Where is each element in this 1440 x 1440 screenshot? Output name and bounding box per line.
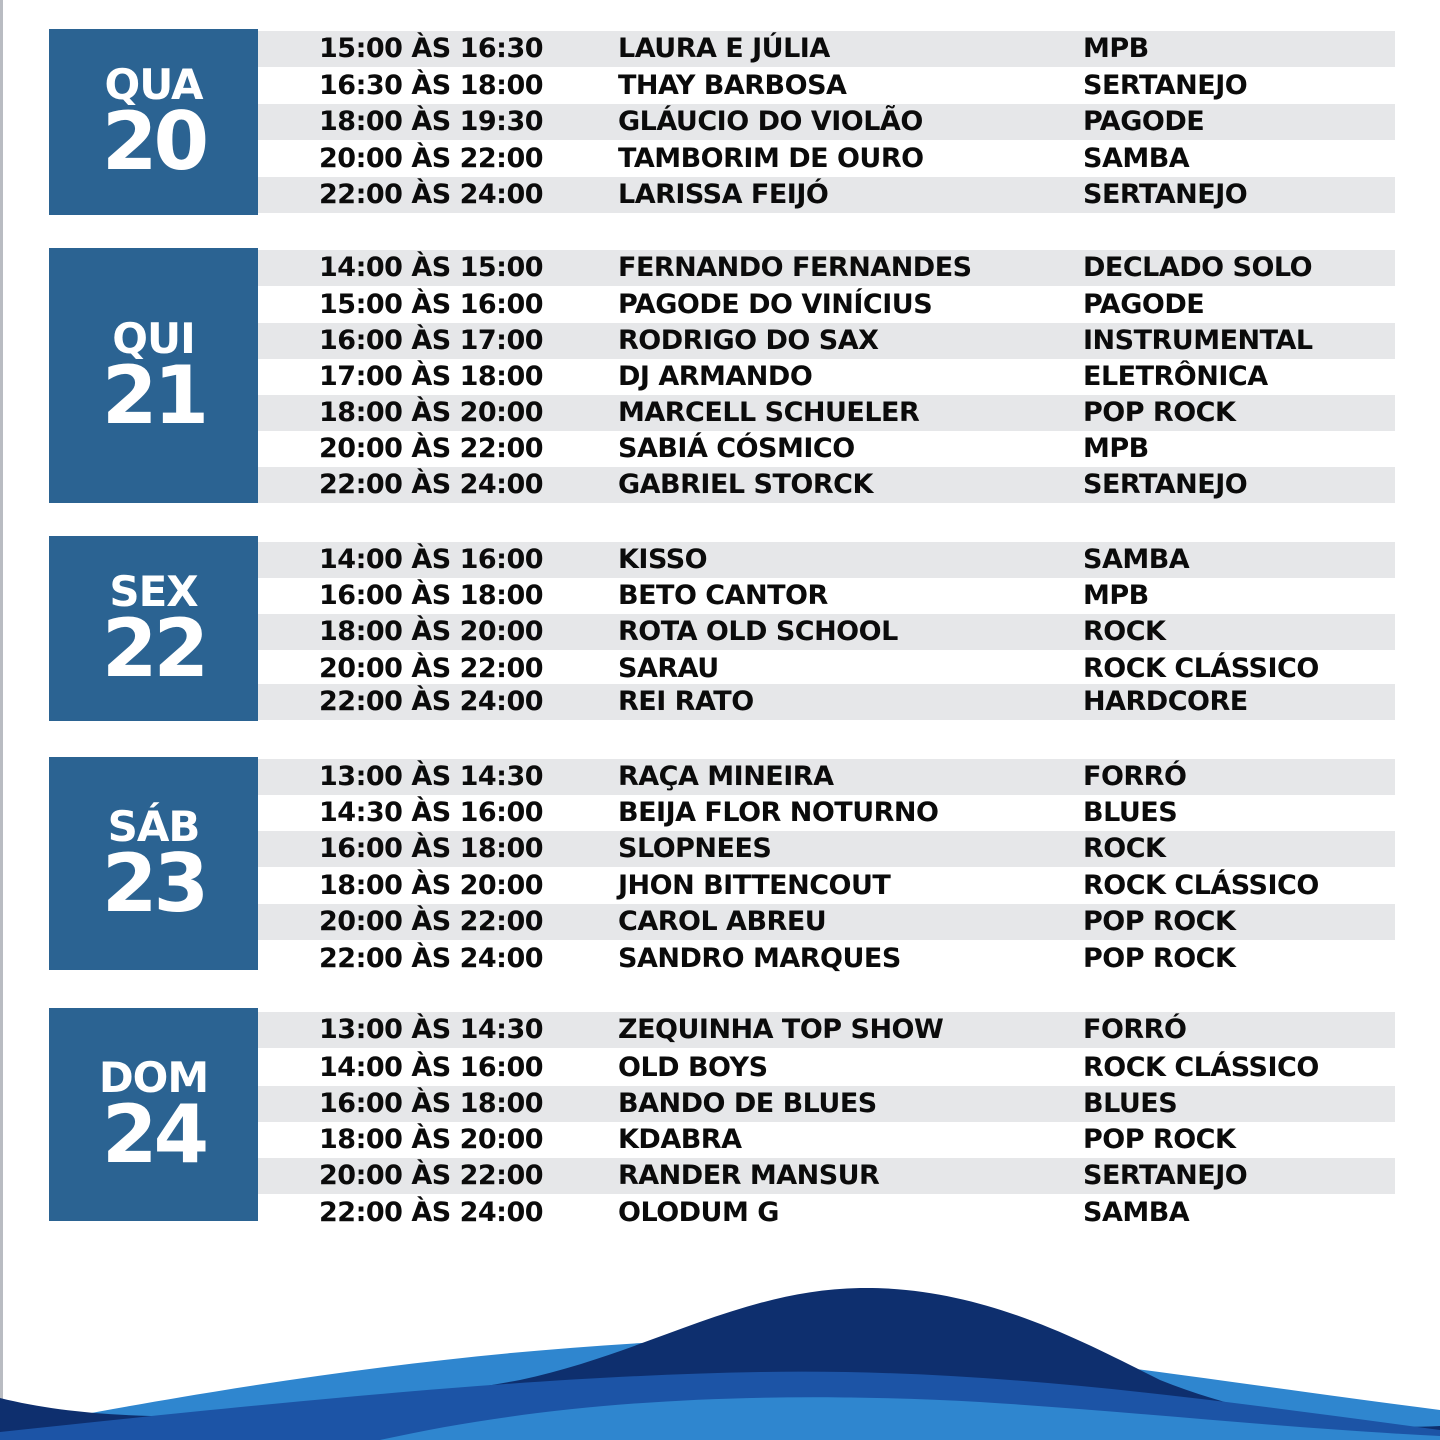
time-slot: 16:00 ÀS 17:00 xyxy=(319,325,544,356)
schedule-row xyxy=(258,578,1395,614)
artist-name: SABIÁ CÓSMICO xyxy=(618,433,855,464)
time-slot: 13:00 ÀS 14:30 xyxy=(319,761,544,792)
schedule-row xyxy=(258,684,1395,720)
time-slot: 18:00 ÀS 20:00 xyxy=(319,1124,544,1155)
genre: ROCK xyxy=(1083,616,1166,647)
artist-name: JHON BITTENCOUT xyxy=(618,870,891,901)
schedule-row xyxy=(258,904,1395,940)
left-border xyxy=(0,0,3,1440)
artist-name: OLD BOYS xyxy=(618,1052,768,1083)
genre: MPB xyxy=(1083,33,1149,64)
decorative-wave xyxy=(0,1280,1440,1440)
day-section-dom xyxy=(49,1008,1395,1228)
time-slot: 22:00 ÀS 24:00 xyxy=(319,686,544,717)
genre: HARDCORE xyxy=(1083,686,1248,717)
time-slot: 16:30 ÀS 18:00 xyxy=(319,70,544,101)
schedule-row xyxy=(258,1050,1395,1086)
genre: SERTANEJO xyxy=(1083,179,1248,210)
schedule-row xyxy=(258,1122,1395,1158)
day-name: SÁB xyxy=(107,801,200,851)
genre: SERTANEJO xyxy=(1083,469,1248,500)
artist-name: BANDO DE BLUES xyxy=(618,1088,877,1119)
genre: ELETRÔNICA xyxy=(1083,361,1268,392)
artist-name: BEIJA FLOR NOTURNO xyxy=(618,797,939,828)
genre: POP ROCK xyxy=(1083,906,1236,937)
day-section-sex xyxy=(49,536,1395,721)
day-badge xyxy=(49,29,258,215)
genre: DECLADO SOLO xyxy=(1083,252,1313,283)
time-slot: 14:00 ÀS 15:00 xyxy=(319,252,544,283)
schedule-row xyxy=(258,1012,1395,1048)
artist-name: LAURA E JÚLIA xyxy=(618,33,830,64)
day-section-qua xyxy=(49,29,1395,215)
day-badge xyxy=(49,536,258,721)
artist-name: LARISSA FEIJÓ xyxy=(618,179,829,210)
artist-name: PAGODE DO VINÍCIUS xyxy=(618,289,933,320)
time-slot: 13:00 ÀS 14:30 xyxy=(319,1014,544,1045)
day-name: QUI xyxy=(112,313,195,363)
artist-name: REI RATO xyxy=(618,686,754,717)
genre: PAGODE xyxy=(1083,289,1205,320)
time-slot: 22:00 ÀS 24:00 xyxy=(319,469,544,500)
schedule-row xyxy=(258,31,1395,67)
time-slot: 18:00 ÀS 19:30 xyxy=(319,106,544,137)
genre: BLUES xyxy=(1083,797,1178,828)
artist-name: CAROL ABREU xyxy=(618,906,827,937)
time-slot: 20:00 ÀS 22:00 xyxy=(319,906,544,937)
artist-name: SLOPNEES xyxy=(618,833,772,864)
artist-name: ROTA OLD SCHOOL xyxy=(618,616,898,647)
schedule-row xyxy=(258,141,1395,177)
schedule-row xyxy=(258,759,1395,795)
artist-name: GABRIEL STORCK xyxy=(618,469,873,500)
genre: ROCK CLÁSSICO xyxy=(1083,653,1319,684)
artist-name: RAÇA MINEIRA xyxy=(618,761,834,792)
time-slot: 17:00 ÀS 18:00 xyxy=(319,361,544,392)
time-slot: 16:00 ÀS 18:00 xyxy=(319,833,544,864)
genre: FORRÓ xyxy=(1083,1014,1187,1045)
schedule-row xyxy=(258,1158,1395,1194)
genre: POP ROCK xyxy=(1083,943,1236,974)
schedule-row xyxy=(258,542,1395,578)
time-slot: 18:00 ÀS 20:00 xyxy=(319,870,544,901)
schedule-row xyxy=(258,941,1395,977)
day-number: 21 xyxy=(101,348,206,442)
schedule-row xyxy=(258,467,1395,503)
artist-name: OLODUM G xyxy=(618,1197,779,1228)
genre: POP ROCK xyxy=(1083,1124,1236,1155)
schedule-row xyxy=(258,1195,1395,1231)
genre: MPB xyxy=(1083,580,1149,611)
day-number: 23 xyxy=(101,836,206,930)
genre: SAMBA xyxy=(1083,1197,1190,1228)
schedule-row xyxy=(258,431,1395,467)
day-badge xyxy=(49,1008,258,1221)
genre: INSTRUMENTAL xyxy=(1083,325,1313,356)
time-slot: 14:30 ÀS 16:00 xyxy=(319,797,544,828)
time-slot: 22:00 ÀS 24:00 xyxy=(319,943,544,974)
genre: MPB xyxy=(1083,433,1149,464)
artist-name: KISSO xyxy=(618,544,708,575)
time-slot: 18:00 ÀS 20:00 xyxy=(319,397,544,428)
schedule-row xyxy=(258,651,1395,687)
day-section-qui xyxy=(49,248,1395,503)
artist-name: RODRIGO DO SAX xyxy=(618,325,879,356)
day-section-sab xyxy=(49,757,1395,974)
genre: ROCK CLÁSSICO xyxy=(1083,1052,1319,1083)
schedule-row xyxy=(258,868,1395,904)
artist-name: TAMBORIM DE OURO xyxy=(618,143,924,174)
genre: SAMBA xyxy=(1083,544,1190,575)
time-slot: 14:00 ÀS 16:00 xyxy=(319,1052,544,1083)
artist-name: SARAU xyxy=(618,653,719,684)
artist-name: GLÁUCIO DO VIOLÃO xyxy=(618,106,923,137)
genre: ROCK xyxy=(1083,833,1166,864)
day-number: 24 xyxy=(101,1087,206,1181)
time-slot: 14:00 ÀS 16:00 xyxy=(319,544,544,575)
day-number: 20 xyxy=(101,95,206,188)
genre: PAGODE xyxy=(1083,106,1205,137)
time-slot: 15:00 ÀS 16:00 xyxy=(319,289,544,320)
genre: POP ROCK xyxy=(1083,397,1236,428)
artist-name: SANDRO MARQUES xyxy=(618,943,901,974)
artist-name: THAY BARBOSA xyxy=(618,70,847,101)
artist-name: FERNANDO FERNANDES xyxy=(618,252,972,283)
day-number: 22 xyxy=(101,601,206,695)
genre: ROCK CLÁSSICO xyxy=(1083,870,1319,901)
time-slot: 22:00 ÀS 24:00 xyxy=(319,1197,544,1228)
time-slot: 16:00 ÀS 18:00 xyxy=(319,1088,544,1119)
artist-name: ZEQUINHA TOP SHOW xyxy=(618,1014,944,1045)
time-slot: 20:00 ÀS 22:00 xyxy=(319,143,544,174)
time-slot: 20:00 ÀS 22:00 xyxy=(319,1160,544,1191)
time-slot: 20:00 ÀS 22:00 xyxy=(319,433,544,464)
artist-name: KDABRA xyxy=(618,1124,742,1155)
artist-name: MARCELL SCHUELER xyxy=(618,397,920,428)
artist-name: BETO CANTOR xyxy=(618,580,828,611)
day-name: SEX xyxy=(109,566,198,616)
schedule-row xyxy=(258,104,1395,140)
genre: SERTANEJO xyxy=(1083,1160,1248,1191)
day-badge xyxy=(49,757,258,970)
time-slot: 20:00 ÀS 22:00 xyxy=(319,653,544,684)
genre: SAMBA xyxy=(1083,143,1190,174)
time-slot: 15:00 ÀS 16:30 xyxy=(319,33,544,64)
schedule-row xyxy=(258,177,1395,213)
schedule-row xyxy=(258,831,1395,867)
schedule-row xyxy=(258,68,1395,104)
schedule-row xyxy=(258,323,1395,359)
schedule-row xyxy=(258,395,1395,431)
schedule-row xyxy=(258,250,1395,286)
artist-name: DJ ARMANDO xyxy=(618,361,813,392)
time-slot: 16:00 ÀS 18:00 xyxy=(319,580,544,611)
schedule-row xyxy=(258,359,1395,395)
genre: BLUES xyxy=(1083,1088,1178,1119)
schedule-row xyxy=(258,795,1395,831)
schedule-row xyxy=(258,1086,1395,1122)
schedule-row xyxy=(258,614,1395,650)
time-slot: 22:00 ÀS 24:00 xyxy=(319,179,544,210)
day-name: QUA xyxy=(104,60,203,109)
time-slot: 18:00 ÀS 20:00 xyxy=(319,616,544,647)
schedule-row xyxy=(258,287,1395,323)
day-name: DOM xyxy=(98,1052,209,1102)
genre: SERTANEJO xyxy=(1083,70,1248,101)
artist-name: RANDER MANSUR xyxy=(618,1160,880,1191)
day-badge xyxy=(49,248,258,503)
genre: FORRÓ xyxy=(1083,761,1187,792)
